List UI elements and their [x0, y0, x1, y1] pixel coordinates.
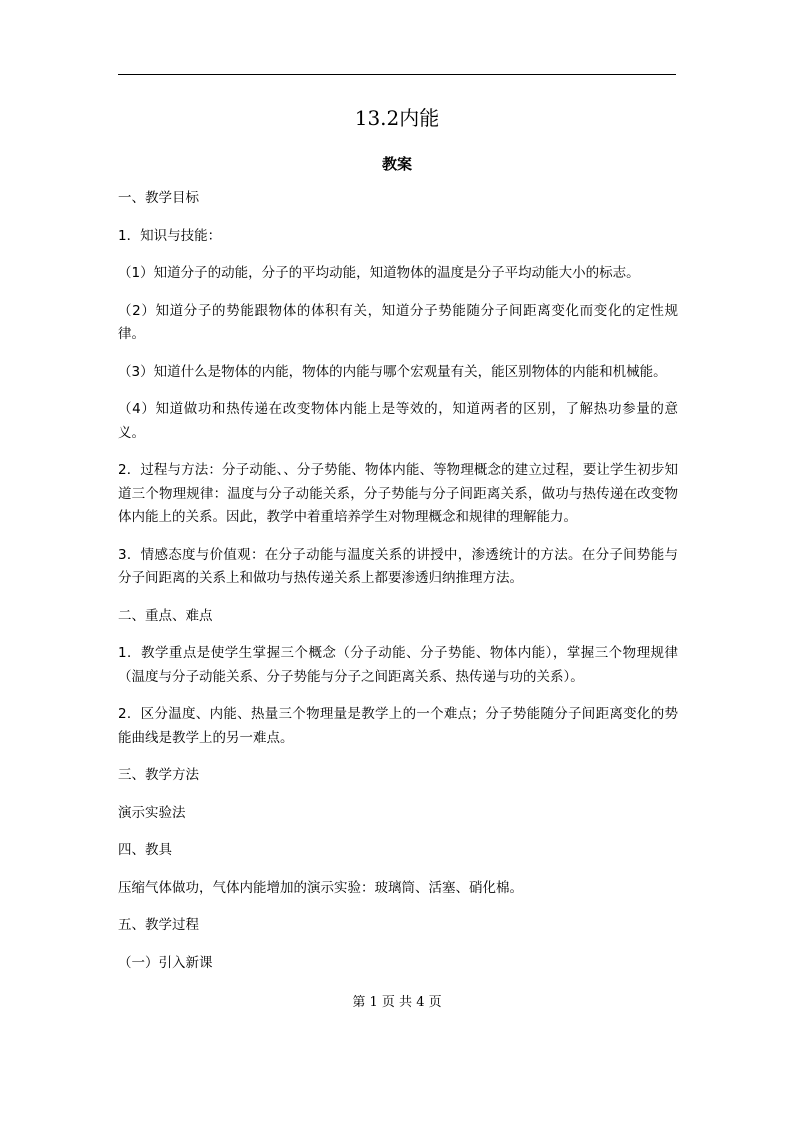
- section-heading-process: 五、教学过程: [118, 917, 199, 933]
- paragraph-item-1: （1）知道分子的动能，分子的平均动能，知道物体的温度是分子平均动能大小的标志。: [118, 265, 640, 281]
- paragraph-key-point-1: 1．教学重点是使学生掌握三个概念（分子动能、分子势能、物体内能），掌握三个物理规律（温度与分子动能关系、分子势能与分子之间距离关系、热传递与功的关系）。: [118, 645, 678, 685]
- paragraph-methods: 演示实验法: [118, 804, 186, 821]
- document-subtitle: 教案: [381, 155, 412, 173]
- paragraph-knowledge-skills: 1．知识与技能：: [118, 227, 222, 244]
- section-heading-objectives: 一、教学目标: [118, 190, 199, 206]
- section-heading-methods: 三、教学方法: [118, 767, 199, 783]
- document-body: [118, 187, 678, 989]
- document-title: 13.2内能: [354, 106, 440, 130]
- paragraph-key-point-2: 2．区分温度、内能、热量三个物理量是教学上的一个难点；分子势能随分子间距离变化的势能曲线是教学上的另一难点。: [118, 706, 678, 746]
- section-heading-equipment: 四、教具: [118, 842, 172, 858]
- paragraph-item-3: （3）知道什么是物体的内能，物体的内能与哪个宏观量有关，能区别物体的内能和机械能。: [118, 363, 667, 380]
- paragraph-item-2: （2）知道分子的势能跟物体的体积有关，知道分子势能随分子间距离变化而变化的定性规律。: [118, 302, 678, 342]
- paragraph-intro: （一）引入新课: [118, 954, 213, 971]
- paragraph-equipment: 压缩气体做功，气体内能增加的演示实验：玻璃筒、活塞、硝化棉。: [118, 879, 523, 896]
- paragraph-item-4: （4）知道做功和热传递在改变物体内能上是等效的，知道两者的区别，了解热功参量的意义。: [118, 401, 678, 441]
- page-number: 第 1 页 共 4 页: [352, 995, 442, 1010]
- paragraph-process-methods: 2．过程与方法：分子动能、、分子势能、物体内能、等物理概念的建立过程，要让学生初步知道三个物理规律：温度与分子动能关系，分子势能与分子间距离关系，做功与热传递在改变物体内能上的关系。因此，教学中着重培养学生对物理概念和规律的理解能力。: [118, 462, 678, 525]
- section-heading-key-points: 二、重点、难点: [118, 607, 213, 624]
- header-rule: [118, 74, 676, 75]
- paragraph-attitudes-values: 3．情感态度与价值观：在分子动能与温度关系的讲授中，渗透统计的方法。在分子间势能与分子间距离的关系上和做功与热传递关系上都要渗透归纳推理方法。: [118, 546, 678, 586]
